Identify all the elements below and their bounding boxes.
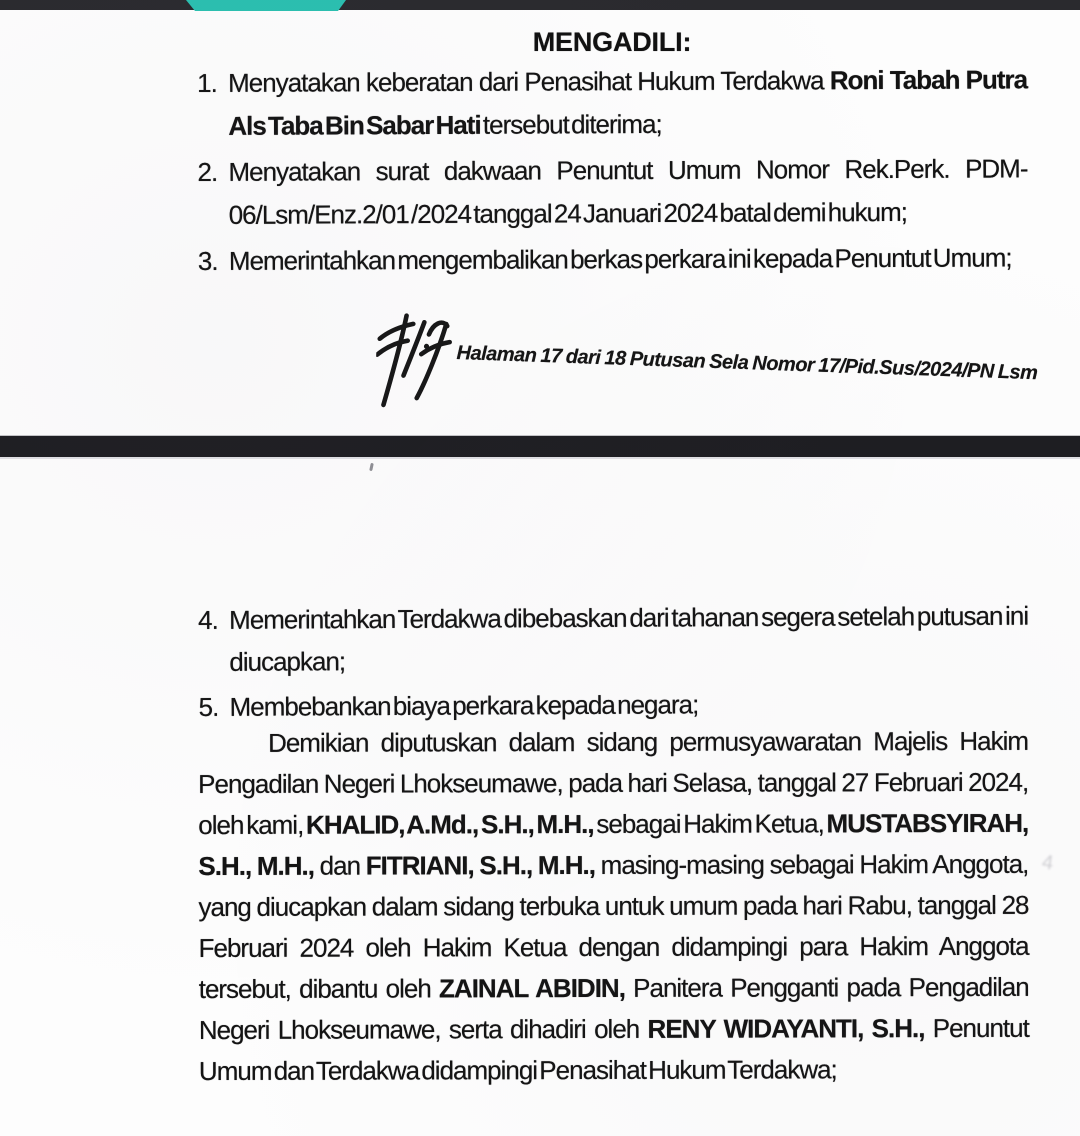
scan-speck [369, 463, 374, 471]
decision-item [198, 595, 1028, 683]
tab-accent [186, 0, 346, 11]
page-footer: Halaman 17 dari 18 Putusan Sela Nomor 17/Pid.Sus/2024/PN Lsm [456, 342, 1038, 385]
item-text: Menyatakan keberatan dari Penasihat Hukum Terdakwa Roni Tabah Putra Als Taba Bin Sabar Hati tersebut diterima; [228, 64, 1028, 141]
item-number: 2. [197, 156, 218, 187]
item-number: 5. [198, 691, 219, 722]
decision-list-page2 [198, 595, 1029, 731]
item-text: Memerintahkan mengembalikan berkas perkara ini kepada Penuntut Umum; [228, 242, 1012, 276]
decision-item [197, 58, 1027, 148]
top-bar [0, 0, 1080, 10]
page-divider [0, 436, 1080, 457]
decision-item [198, 236, 1028, 283]
closing-paragraph: Demikian diputuskan dalam sidang permusyawaratan Majelis Hakim Pengadilan Negeri Lhokseumawe, pada hari Selasa, tanggal 27 Februari 2024, oleh kami, KHALID, A.Md., S.H., M.H., sebagai Hakim Ketua, MUSTABSYIRAH, S.H., M.H., dan FITRIANI, S.H., M.H., masing-masing sebagai Hakim Anggota, yang diucapkan dalam sidang terbuka untuk umum pada hari Rabu, tanggal 28 Februari 2024 oleh Hakim Ketua dengan didampingi para Hakim Anggota tersebut, dibantu oleh ZAINAL ABIDIN, Panitera Pengganti pada Pengadilan Negeri Lhokseumawe, serta dihadiri oleh RENY WIDAYANTI, S.H., Penuntut Umum dan Terdakwa didampingi Penasihat Hukum Terdakwa; [198, 725, 1029, 1086]
item-number: 1. [197, 67, 217, 98]
signature-paraf-icon [374, 309, 458, 414]
item-text: Membebankan biaya perkara kepada negara; [229, 689, 699, 722]
item-number: 3. [197, 245, 218, 276]
item-number: 4. [198, 604, 218, 635]
item-text: Memerintahkan Terdakwa dibebaskan dari tahanan segera setelah putusan ini diucapkan; [229, 600, 1029, 677]
decision-heading: MENGADILI: [532, 27, 692, 57]
decision-item [197, 147, 1027, 237]
scan-smudge: 4 [1040, 851, 1055, 875]
decision-list-page1 [197, 58, 1028, 286]
item-text: Menyatakan surat dakwaan Penuntut Umum Nomor Rek.Perk. PDM-06/Lsm/Enz.2/01 /2024 tanggal 24 Januari 2024 batal demi hukum; [228, 153, 1028, 230]
